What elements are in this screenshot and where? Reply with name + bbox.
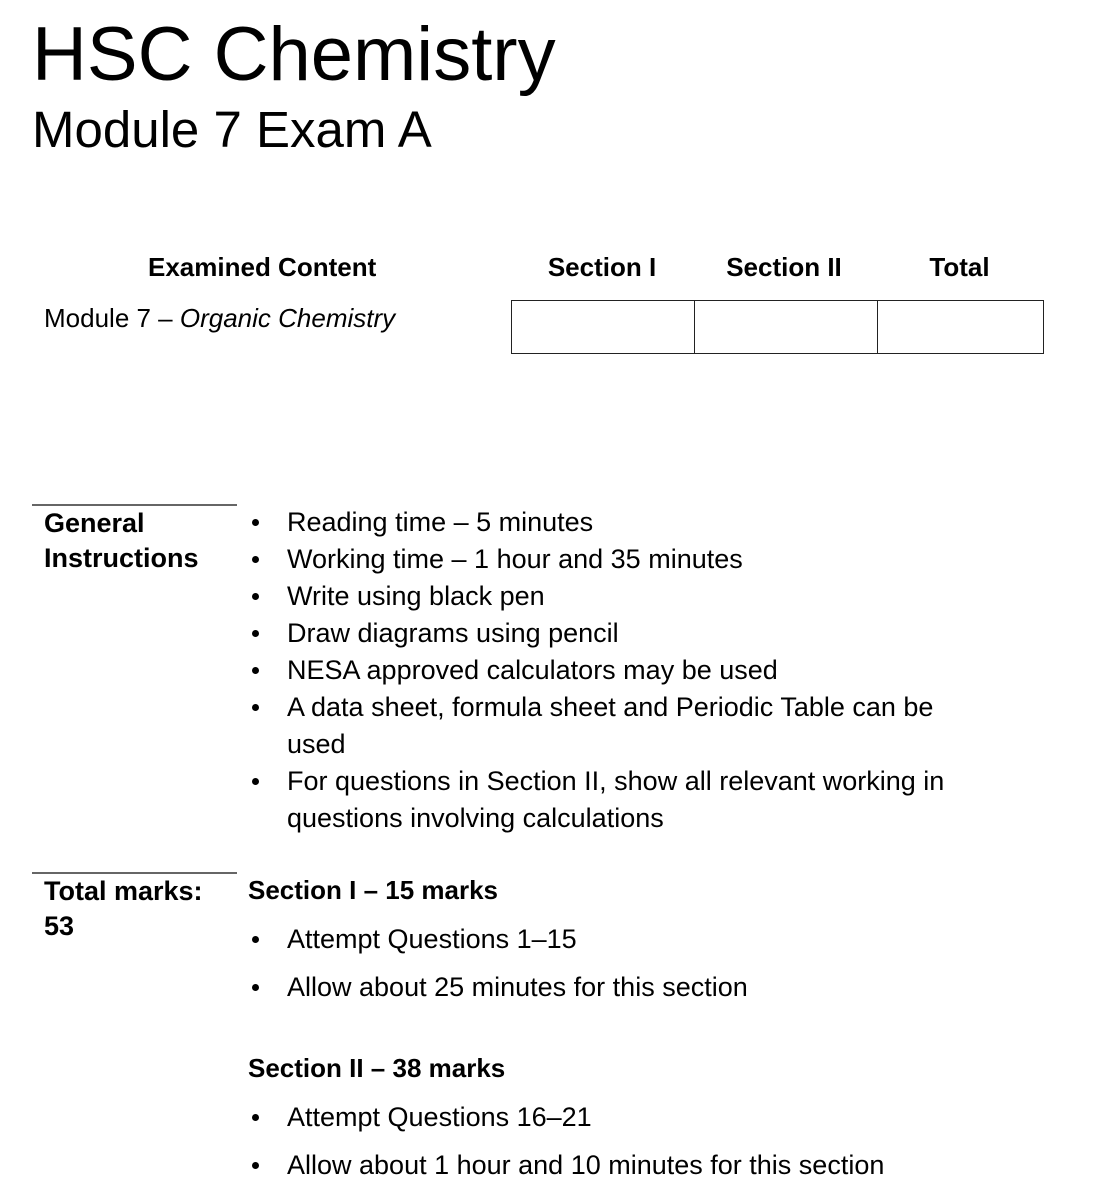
exam-subtitle: Module 7 Exam A bbox=[32, 101, 432, 158]
list-item: For questions in Section II, show all relevant working in questions involving calculations bbox=[248, 763, 988, 837]
marks-table bbox=[511, 300, 1044, 354]
module-name: Organic Chemistry bbox=[179, 303, 396, 333]
list-item: Write using black pen bbox=[248, 578, 988, 615]
list-item: NESA approved calculators may be used bbox=[248, 652, 988, 689]
total-marks-text: Total marks: bbox=[44, 876, 203, 906]
list-item: Attempt Questions 16–21 bbox=[248, 1093, 988, 1141]
section-2-mark-box[interactable] bbox=[695, 301, 878, 354]
exam-title: HSC Chemistry bbox=[32, 12, 556, 97]
column-header-total: Total bbox=[929, 252, 990, 282]
list-item: Draw diagrams using pencil bbox=[248, 615, 988, 652]
section-1-list bbox=[248, 915, 988, 1011]
list-item: Allow about 1 hour and 10 minutes for this section bbox=[248, 1141, 988, 1189]
column-header-section-1: Section I bbox=[547, 252, 657, 282]
total-marks-value: 53 bbox=[44, 911, 75, 941]
section-1-heading: Section I – 15 marks bbox=[248, 875, 499, 905]
examined-content-heading: Examined Content bbox=[148, 252, 377, 282]
list-item: Allow about 25 minutes for this section bbox=[248, 963, 988, 1011]
list-item: Reading time – 5 minutes bbox=[248, 504, 988, 541]
list-item: Attempt Questions 1–15 bbox=[248, 915, 988, 963]
total-mark-box[interactable] bbox=[878, 301, 1044, 354]
column-header-section-2: Section II bbox=[726, 252, 842, 282]
section-1-mark-box[interactable] bbox=[512, 301, 695, 354]
general-instructions-list bbox=[248, 504, 988, 837]
general-instructions-label bbox=[44, 506, 199, 576]
label-line: General bbox=[44, 508, 145, 538]
examined-content-module bbox=[44, 302, 395, 334]
list-item: Working time – 1 hour and 35 minutes bbox=[248, 541, 988, 578]
section-2-heading: Section II – 38 marks bbox=[248, 1053, 506, 1083]
list-item: A data sheet, formula sheet and Periodic Table can be used bbox=[248, 689, 988, 763]
label-line: Instructions bbox=[44, 543, 199, 573]
module-prefix: Module 7 – bbox=[44, 303, 180, 333]
section-2-list bbox=[248, 1093, 988, 1189]
total-marks-label bbox=[44, 874, 203, 944]
